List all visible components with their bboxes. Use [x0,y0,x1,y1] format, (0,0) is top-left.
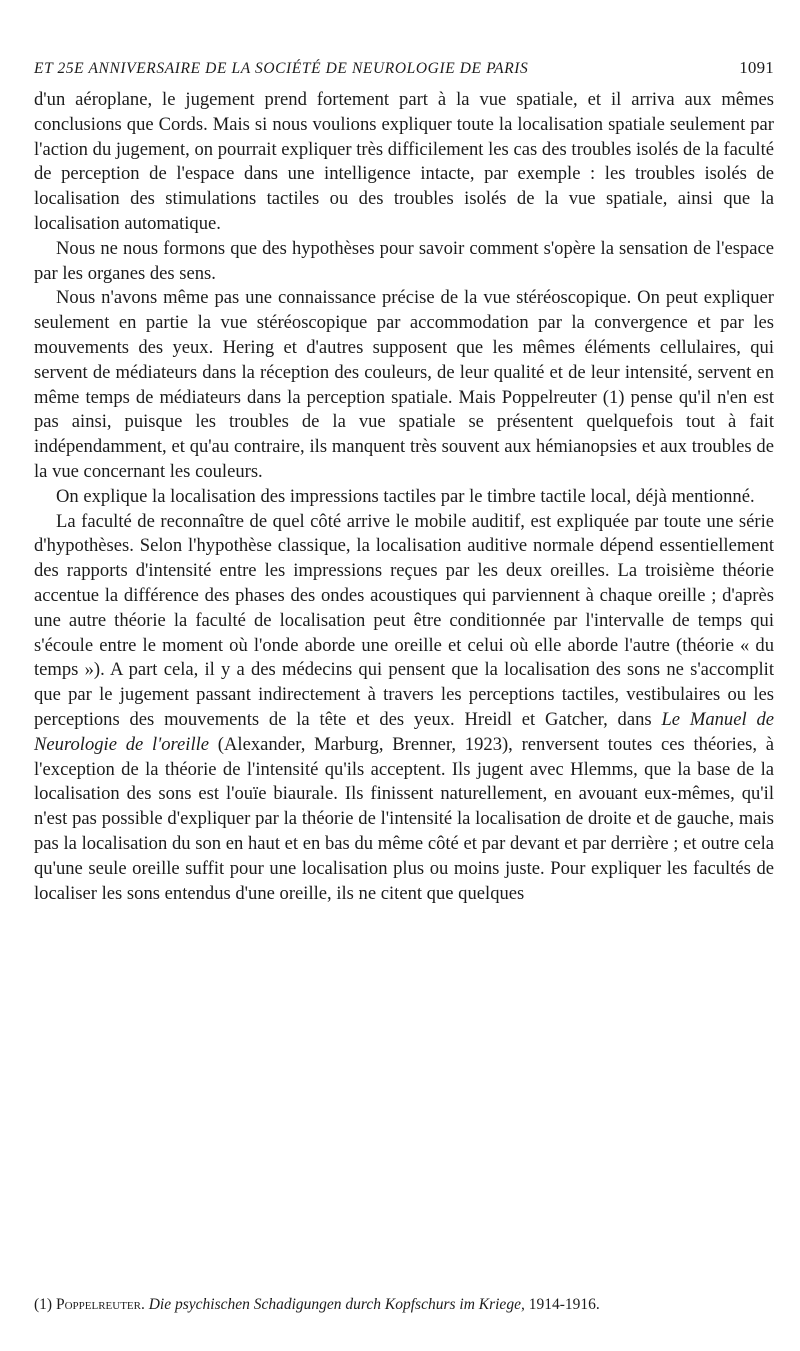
running-head [34,58,774,78]
page [34,0,774,1351]
paragraph-5-text-after: (Alexander, Marburg, Brenner, 1923), renversent toutes ces théories, à l'exception de la théorie de l'intensité qu'ils acceptent. Ils jugent avec Hlemms, que la base de la localisation des sons est l'ouïe biaurale. Ils finissent naturellement, en avouant eux-mêmes, qu'il n'est pas possible d'expliquer par la théorie de l'intensité la localisation de droite et de gauche, mais pas la localisation du son en haut et en bas du même côté et par devant et par derrière ; et outre cela qu'une seule oreille suffit pour une localisation plus ou moins juste. Pour expliquer les facultés de localiser les sons entendus d'une oreille, ils ne citent que quelques [34,733,775,904]
footnote-title: Die psychischen Schadigungen durch Kopfschurs im Kriege, [148,1296,525,1313]
footnote-year: 1914-1916. [528,1296,600,1313]
footnote [34,1295,774,1315]
cited-book-title: Le Manuel de Neurologie de l'oreille [34,708,774,755]
paragraph-5 [34,510,774,907]
body-text [34,88,774,906]
paragraph-4: On explique la localisation des impressions tactiles par le timbre tactile local, déjà mentionné. [56,485,755,507]
page-number: 1091 [739,58,774,77]
paragraph-2: Nous ne nous formons que des hypothèses pour savoir comment s'opère la sensation de l'espace par les organes des sens. [34,237,774,284]
footnote-author: Poppelreuter. [55,1296,145,1313]
footnote-marker: (1) [34,1296,53,1313]
paragraph-5-text-before: La faculté de reconnaître de quel côté arrive le mobile auditif, est expliquée par toute une série d'hypothèses. Selon l'hypothèse classique, la localisation auditive normale dépend essentiellement des rapports d'intensité entre les impressions reçues par les deux oreilles. La troisième théorie accentue la différence des phases des ondes acoustiques qui parviennent à chaque oreille ; d'après une autre théorie la faculté de localisation peut être conditionnée par l'intervalle de temps qui s'écoule entre le moment où l'onde aborde une oreille et celui où elle aborde l'autre (théorie « du temps »). A part cela, il y a des médecins qui pensent que la localisation des sons ne s'accomplit que par le jugement passant indirectement à travers les perceptions tactiles, vestibulaires ou les perceptions des mouvements de la tête et des yeux. Hreidl et Gatcher, dans [34,510,774,730]
paragraph-3: Nous n'avons même pas une connaissance précise de la vue stéréoscopique. On peut expliquer seulement en partie la vue stéréoscopique par accommodation par la convergence et par les mouvements des yeux. Hering et d'autres supposent que les mêmes éléments cellulaires, qui servent de médiateurs dans la réception des couleurs, de leur qualité et de leur intensité, servent en même temps de médiateurs dans la perception spatiale. Mais Poppelreuter (1) pense qu'il n'en est pas ainsi, puisque les troubles de la vue spatiale se présentent quelquefois tout à fait indépendamment, et qu'au contraire, ils manquent très souvent aux hémianopsies et aux troubles de la vue concernant les couleurs. [34,287,774,482]
paragraph-1: d'un aéroplane, le jugement prend fortement part à la vue spatiale, et il arriva aux mêmes conclusions que Cords. Mais si nous voulions expliquer toute la localisation spatiale seulement par l'action du jugement, on pourrait expliquer très difficilement les cas des troubles isolés de la faculté de perception de l'espace dans une intelligence intacte, par exemple : les troubles isolés de localisation des stimulations tactiles ou des troubles isolés de la vue spatiale, ainsi que la localisation automatique. [34,89,774,234]
running-head-title: ET 25E ANNIVERSAIRE DE LA SOCIÉTÉ DE NEUROLOGIE DE PARIS [34,60,529,77]
